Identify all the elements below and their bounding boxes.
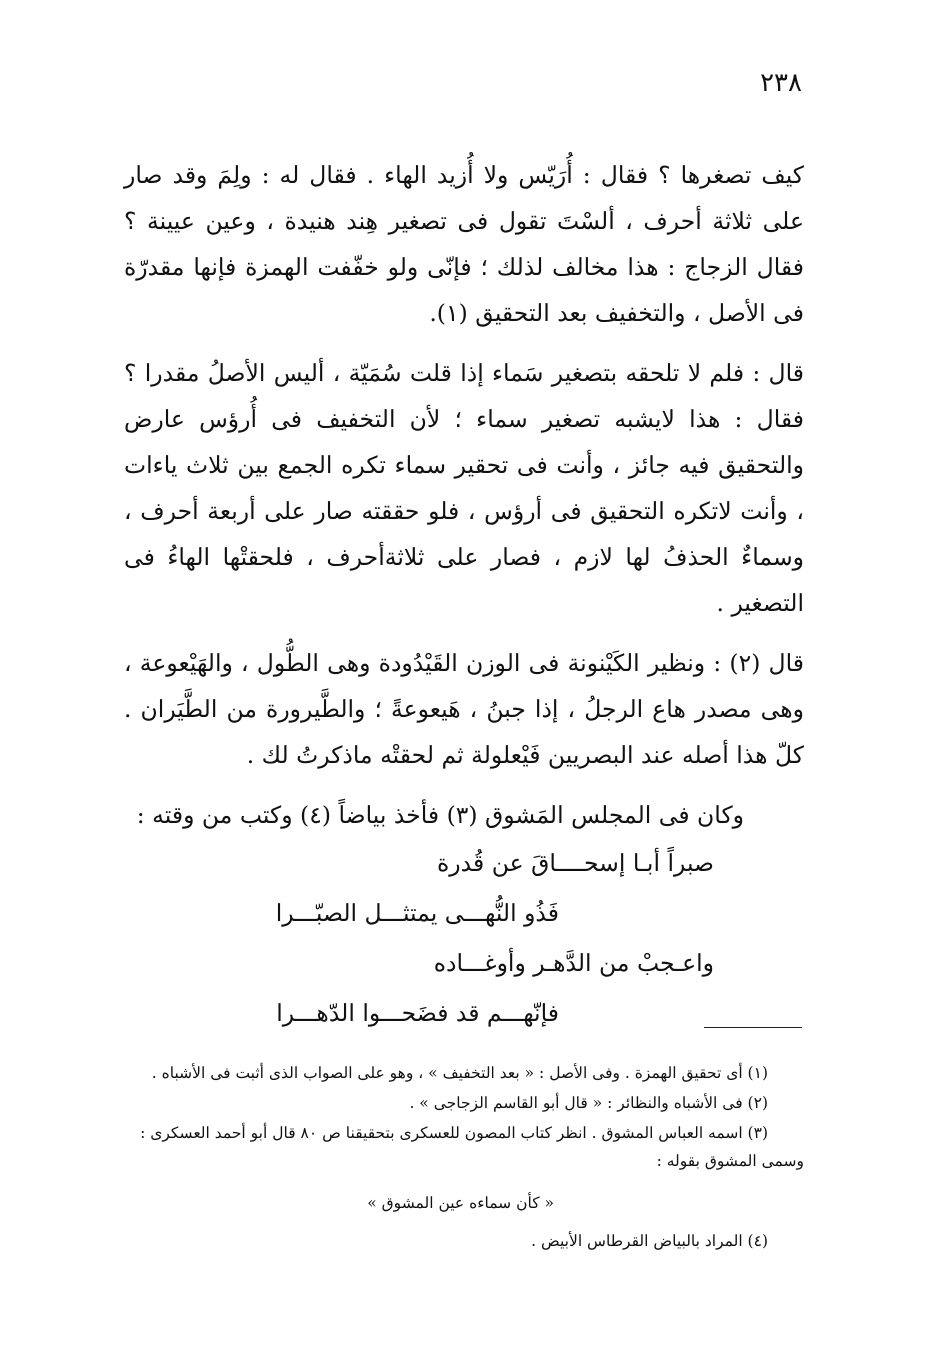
paragraph-1: كيف تصغرها ؟ فقال : أُرَيّس ولا أُزيد الهاء . فقال له : ولِمَ وقد صار على ثلاثة أحرف ، ألسْتَ تقول فى تصغير هِند هنيدة ، وعين عيينة ؟ فقال الزجاج : هذا مخالف لذلك ؛ فإنّى ولو خفّفت الهمزة فإنها مقدرّة فى الأصل ، والتخفيف بعد التحقيق (١).	[124, 161, 804, 327]
verse-line-4: فإنّهـــم قد فضَحـــوا الدّهـــرا	[276, 999, 559, 1027]
paragraph-3: قال (٢) : ونظير الكَيْنونة فى الوزن القَيْدُودة وهى الطُّول ، والهَيْعوعة ، وهى مصدر هاع الرجلُ ، إذا جبنُ ، هَيعوعةً ؛ والطَّيرورة من الطَّيَران . كلّ هذا أصله عند البصريين فَيْعلولة ثم لحقتْه ماذكرتُ لك .	[124, 649, 805, 769]
footnote-4: (٤) المراد بالبياض القرطاس الأبيض .	[531, 1232, 768, 1250]
verse-line-2: فَذُو النُّهـــى يمتثـــل الصبّـــرا	[275, 899, 559, 927]
footnote-3-quote: « كأن سماءه عين المشوق »	[367, 1194, 554, 1212]
footnote-2: (٢) فى الأشباه والنظائر : « قال أبو القاسم الزجاجى » .	[409, 1094, 768, 1112]
footnote-1: (١) أى تحقيق الهمزة . وفى الأصل : « بعد التخفيف » ، وهو على الصواب الذى أثبت فى الأشباه .	[151, 1064, 768, 1082]
paragraph-2: قال : فلم لا تلحقه بتصغير سَماء إذا قلت سُمَيّة ، أليس الأصلُ مقدرا ؟ فقال : هذا لايشبه تصغير سماء ؛ لأن التخفيف فى أُرؤس عارض والتحقيق فيه جائز ، وأنت فى تحقير سماء تكره الجمع بين ثلاث ياءات ، وأنت لاتكره التحقيق فى أرؤس ، فلو حققته صار على أربعة أحرف ، وسماءٌ الحذفُ لها لازم ، فصار على ثلاثةأحرف ، فلحقتْها الهاءُ فى التصغير .	[124, 359, 804, 617]
footnote-3: (٣) اسمه العباس المشوق . انظر كتاب المصون للعسكرى بتحقيقنا ص ٨٠ قال أبو أحمد العسكرى :	[140, 1124, 768, 1142]
verse-line-3: واعـجبْ من الدَّهـر وأوغـــاده	[433, 949, 714, 977]
footnote-3-continuation: وسمى المشوق بقوله :	[656, 1152, 804, 1170]
footnote-separator	[704, 1027, 802, 1028]
page-number: ٢٣٨	[760, 68, 802, 98]
footnotes	[124, 1058, 804, 1256]
verse-intro: وكان فى المجلس المَشوق (٣) فأخذ بياضاً (٤) وكتب من وقته :	[136, 801, 744, 829]
main-text-body	[124, 152, 804, 1038]
verse-line-1: صبراً أبـا إسحــــاقَ عن قُدرة	[437, 849, 714, 877]
